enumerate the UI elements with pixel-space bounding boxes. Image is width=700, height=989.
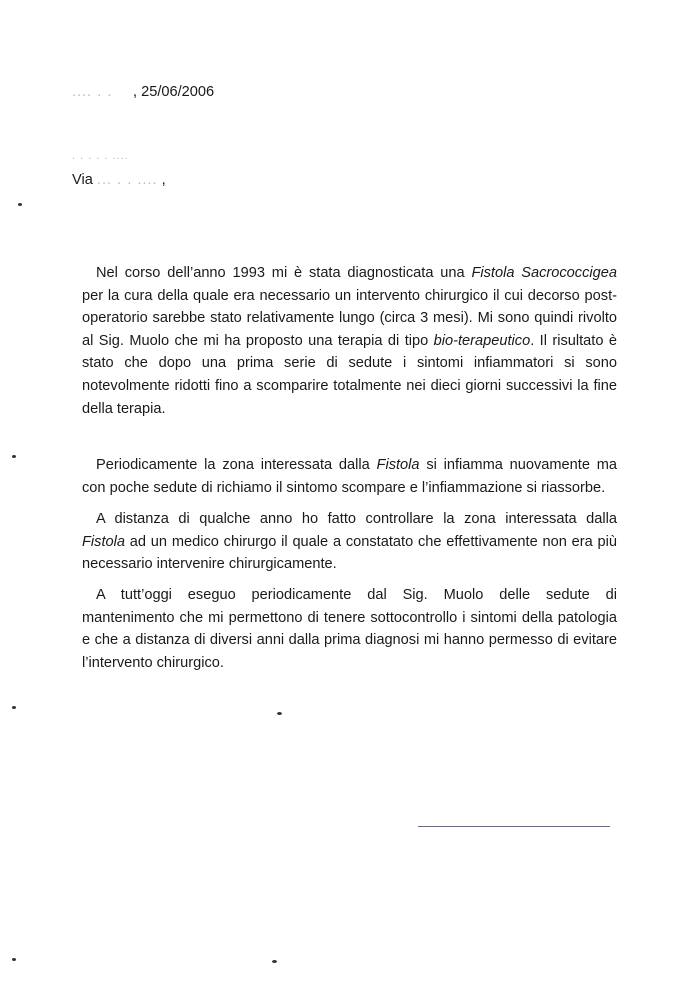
text-line bbox=[82, 477, 617, 500]
text-segment: A tutt’oggi eseguo periodicamente dal Sig. Muolo delle sedute di bbox=[96, 587, 617, 603]
place-redacted: .... . . bbox=[72, 84, 113, 100]
scan-speck bbox=[12, 958, 16, 961]
address-line bbox=[72, 172, 166, 188]
text-line bbox=[82, 531, 617, 554]
paragraph bbox=[82, 454, 617, 499]
scan-speck bbox=[277, 712, 282, 715]
scan-speck bbox=[272, 960, 277, 963]
text-line bbox=[82, 262, 617, 285]
scan-speck bbox=[18, 203, 22, 206]
text-line bbox=[82, 553, 617, 576]
text-line bbox=[82, 398, 617, 421]
italic-term: bio-terapeutico bbox=[433, 332, 531, 349]
text-line bbox=[82, 330, 617, 353]
text-line bbox=[82, 454, 617, 477]
text-segment: A distanza di qualche anno ho fatto controllare la zona interessata dalla bbox=[96, 511, 617, 527]
text-segment: Periodicamente la zona interessata dalla bbox=[96, 457, 377, 473]
address-redacted: ... . . .... bbox=[96, 172, 158, 188]
text-line bbox=[82, 652, 617, 675]
text-segment: Nel corso dell’anno 1993 mi è stata diagnosticata una bbox=[96, 265, 472, 281]
scan-speck bbox=[12, 706, 16, 709]
sender-name-redacted: . . . . . .... bbox=[72, 150, 129, 162]
text-segment: necessario intervenire chirurgicamente. bbox=[82, 556, 337, 573]
text-segment: ad un medico chirurgo il quale a constatato che effettivamente non era più bbox=[124, 533, 617, 550]
text-segment: con poche sedute di richiamo il sintomo scompare e l’infiammazione si riassorbe. bbox=[82, 479, 606, 496]
text-segment: . Il risultato è bbox=[530, 332, 618, 349]
italic-term: Fistola bbox=[376, 457, 420, 473]
text-line bbox=[82, 584, 617, 607]
address-prefix: Via bbox=[72, 172, 93, 188]
text-line bbox=[82, 307, 617, 330]
text-segment: per la cura della quale era necessario un intervento chirurgico il cui decorso post- bbox=[82, 287, 617, 304]
paragraph bbox=[82, 508, 617, 576]
text-segment: al Sig. Muolo che mi ha proposto una terapia di tipo bbox=[82, 332, 434, 349]
text-segment: notevolmente ridotti fino a scomparire totalmente nei dieci giorni successivi la fine bbox=[82, 377, 617, 394]
text-line bbox=[82, 629, 617, 652]
letter-date: , 25/06/2006 bbox=[133, 84, 215, 100]
text-segment: si infiamma nuovamente ma bbox=[419, 457, 617, 473]
italic-term: Fistola Sacrococcigea bbox=[471, 265, 617, 281]
signature-line bbox=[418, 826, 610, 827]
text-segment: stato che dopo una prima serie di sedute i sintomi infiammatori si sono bbox=[82, 355, 617, 372]
text-segment: operatorio sarebbe stato relativamente lungo (circa 3 mesi). Mi sono quindi rivolto bbox=[82, 310, 617, 327]
scan-speck bbox=[12, 455, 16, 458]
text-segment: mantenimento che mi permettono di tenere sottocontrollo i sintomi della patologia bbox=[82, 609, 617, 626]
paragraph bbox=[82, 584, 617, 674]
text-line bbox=[82, 352, 617, 375]
text-line bbox=[82, 375, 617, 398]
text-line bbox=[82, 607, 617, 630]
text-line bbox=[82, 508, 617, 531]
text-segment: e che a distanza di diversi anni dalla prima diagnosi mi hanno permesso di evitare bbox=[82, 632, 617, 649]
paragraph bbox=[82, 262, 617, 420]
text-line bbox=[82, 285, 617, 308]
text-segment: della terapia. bbox=[82, 400, 166, 417]
address-suffix: , bbox=[161, 172, 166, 188]
text-segment: l’intervento chirurgico. bbox=[82, 654, 224, 671]
italic-term: Fistola bbox=[82, 533, 125, 550]
